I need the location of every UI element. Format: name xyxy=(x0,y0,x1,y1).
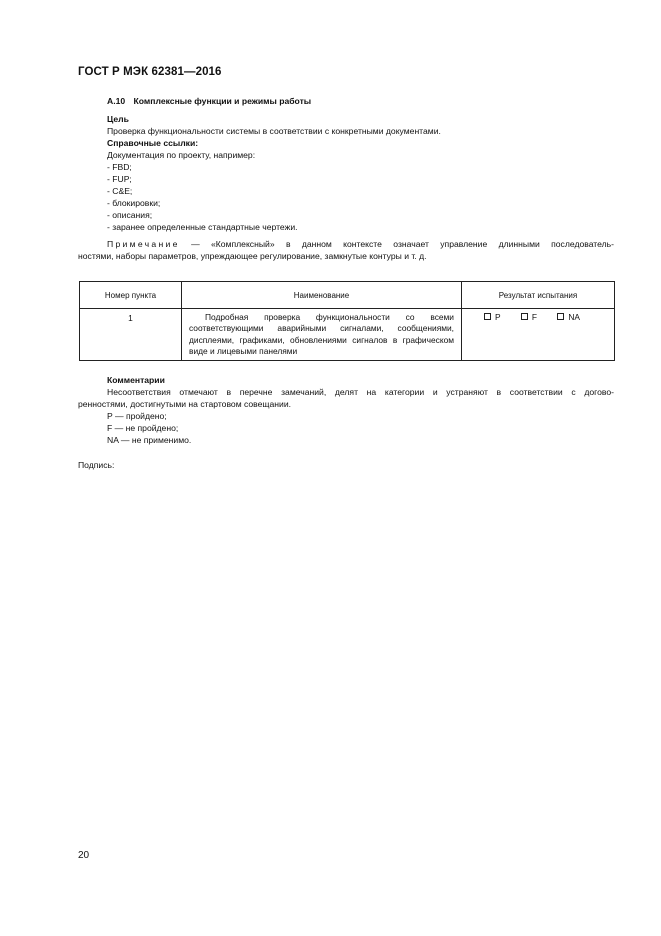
comments-line-2: ренностями, достигнутыми на стартовом совещании. xyxy=(78,399,292,409)
result-option-pass[interactable]: P xyxy=(484,312,501,322)
legend-item: F — не пройдено; xyxy=(107,423,179,433)
checkbox-icon[interactable] xyxy=(521,313,528,320)
table-row xyxy=(80,309,615,361)
reference-item: - FUP; xyxy=(107,174,132,184)
references-intro: Документация по проекту, например: xyxy=(107,150,256,160)
section-heading xyxy=(107,96,311,106)
test-results-table xyxy=(79,281,615,361)
reference-item: - FBD; xyxy=(107,162,132,172)
column-header-result: Результат испытания xyxy=(462,282,615,309)
note-line-2: ностями, наборы параметров, упреждающее регулирование, замкнутые контуры и т. д. xyxy=(78,251,427,261)
comments-label: Комментарии xyxy=(107,375,165,385)
table-header-row xyxy=(80,282,615,309)
note-block xyxy=(78,238,614,262)
reference-item: - описания; xyxy=(107,210,153,220)
references-label: Справочные ссылки: xyxy=(107,138,199,148)
reference-item: - блокировки; xyxy=(107,198,161,208)
purpose-text: Проверка функциональности системы в соответствии с конкретными документами. xyxy=(107,126,441,136)
section-title: Комплексные функции и режимы работы xyxy=(133,96,312,106)
signature-label: Подпись: xyxy=(78,460,115,470)
column-header-number: Номер пункта xyxy=(80,282,182,309)
checkbox-icon[interactable] xyxy=(484,313,491,320)
note-label: Примечание xyxy=(107,239,180,249)
legend-item: NA — не применимо. xyxy=(107,435,192,445)
comments-block xyxy=(78,374,614,446)
comments-line-1: Несоответствия отмечают в перечне замечаний, делят на категории и устраняют в соответствии с догово- xyxy=(107,387,614,397)
purpose-label: Цель xyxy=(107,114,129,124)
section-number: А.10 xyxy=(107,96,126,106)
result-option-fail[interactable]: F xyxy=(521,312,537,322)
page-number: 20 xyxy=(78,850,90,861)
legend-item: P — пройдено; xyxy=(107,411,167,421)
result-option-na[interactable]: NA xyxy=(557,312,580,322)
row-name: Подробная проверка функциональности со всеми соответствующими аварийными сигналами, сообщениями, дисплеями, графиками, обновлениями сигналов в графическом виде и лицевыми панелями xyxy=(189,312,454,357)
document-header: ГОСТ Р МЭК 62381—2016 xyxy=(78,66,222,78)
row-result-cell xyxy=(462,309,615,361)
column-header-name: Наименование xyxy=(182,282,462,309)
reference-item: - заранее определенные стандартные чертежи. xyxy=(107,222,298,232)
checkbox-icon[interactable] xyxy=(557,313,564,320)
row-number: 1 xyxy=(80,309,182,361)
row-name-cell xyxy=(182,309,462,361)
reference-item: - C&E; xyxy=(107,186,133,196)
note-line-1: Примечание — «Комплексный» в данном контексте означает управление длинными последователь- xyxy=(107,239,614,249)
